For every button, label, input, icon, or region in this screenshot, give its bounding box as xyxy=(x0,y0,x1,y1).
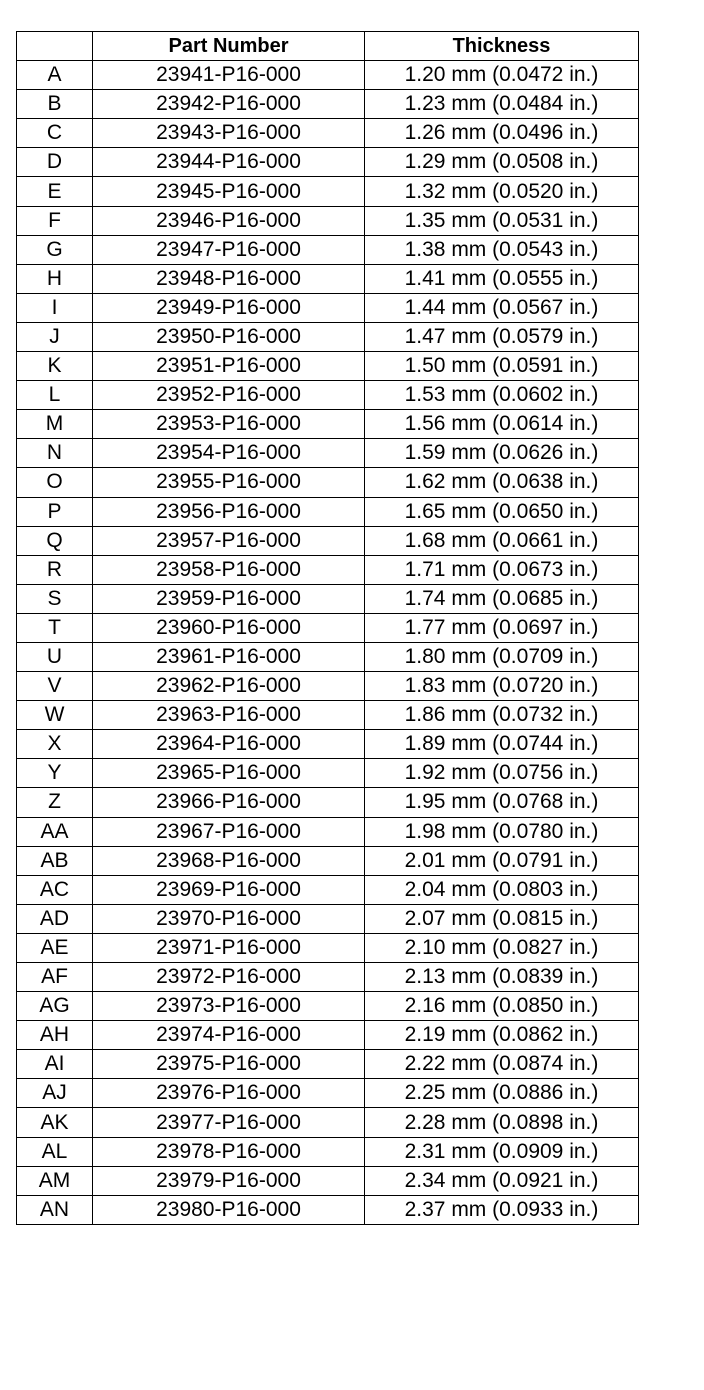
shim-letter-cell: A xyxy=(17,61,93,90)
table-row xyxy=(17,1021,639,1050)
shim-letter-cell: Y xyxy=(17,759,93,788)
table-row xyxy=(17,992,639,1021)
part-number-cell: 23945-P16-000 xyxy=(93,177,365,206)
table-row xyxy=(17,119,639,148)
part-number-cell: 23949-P16-000 xyxy=(93,293,365,322)
part-number-cell: 23980-P16-000 xyxy=(93,1195,365,1224)
table-row xyxy=(17,1108,639,1137)
thickness-cell: 1.68 mm (0.0661 in.) xyxy=(365,526,639,555)
table-row xyxy=(17,1050,639,1079)
shim-letter-cell: U xyxy=(17,642,93,671)
thickness-cell: 1.26 mm (0.0496 in.) xyxy=(365,119,639,148)
shim-letter-cell: S xyxy=(17,584,93,613)
thickness-cell: 1.65 mm (0.0650 in.) xyxy=(365,497,639,526)
part-number-cell: 23963-P16-000 xyxy=(93,701,365,730)
part-number-cell: 23965-P16-000 xyxy=(93,759,365,788)
shim-letter-cell: AB xyxy=(17,846,93,875)
shim-spec-table xyxy=(16,31,639,1225)
shim-letter-cell: W xyxy=(17,701,93,730)
table-row xyxy=(17,933,639,962)
thickness-cell: 1.89 mm (0.0744 in.) xyxy=(365,730,639,759)
part-number-cell: 23952-P16-000 xyxy=(93,381,365,410)
thickness-cell: 2.19 mm (0.0862 in.) xyxy=(365,1021,639,1050)
table-row xyxy=(17,497,639,526)
shim-letter-cell: AL xyxy=(17,1137,93,1166)
shim-letter-cell: AN xyxy=(17,1195,93,1224)
shim-letter-cell: V xyxy=(17,672,93,701)
part-number-cell: 23958-P16-000 xyxy=(93,555,365,584)
part-number-cell: 23967-P16-000 xyxy=(93,817,365,846)
table-row xyxy=(17,381,639,410)
part-number-cell: 23961-P16-000 xyxy=(93,642,365,671)
thickness-cell: 1.98 mm (0.0780 in.) xyxy=(365,817,639,846)
table-row xyxy=(17,526,639,555)
shim-letter-cell: O xyxy=(17,468,93,497)
shim-letter-cell: AA xyxy=(17,817,93,846)
part-number-cell: 23975-P16-000 xyxy=(93,1050,365,1079)
part-number-cell: 23948-P16-000 xyxy=(93,264,365,293)
table-row xyxy=(17,148,639,177)
shim-letter-cell: H xyxy=(17,264,93,293)
thickness-cell: 2.34 mm (0.0921 in.) xyxy=(365,1166,639,1195)
thickness-cell: 2.04 mm (0.0803 in.) xyxy=(365,875,639,904)
part-number-column-header: Part Number xyxy=(93,32,365,61)
thickness-cell: 1.44 mm (0.0567 in.) xyxy=(365,293,639,322)
table-row xyxy=(17,555,639,584)
part-number-cell: 23978-P16-000 xyxy=(93,1137,365,1166)
shim-letter-cell: N xyxy=(17,439,93,468)
table-row xyxy=(17,672,639,701)
part-number-cell: 23944-P16-000 xyxy=(93,148,365,177)
shim-letter-cell: AM xyxy=(17,1166,93,1195)
shim-letter-cell: P xyxy=(17,497,93,526)
thickness-cell: 1.80 mm (0.0709 in.) xyxy=(365,642,639,671)
part-number-cell: 23968-P16-000 xyxy=(93,846,365,875)
part-number-cell: 23979-P16-000 xyxy=(93,1166,365,1195)
shim-letter-cell: Q xyxy=(17,526,93,555)
thickness-cell: 2.13 mm (0.0839 in.) xyxy=(365,963,639,992)
part-number-cell: 23960-P16-000 xyxy=(93,613,365,642)
shim-letter-cell: L xyxy=(17,381,93,410)
thickness-cell: 2.37 mm (0.0933 in.) xyxy=(365,1195,639,1224)
part-number-cell: 23976-P16-000 xyxy=(93,1079,365,1108)
thickness-cell: 1.95 mm (0.0768 in.) xyxy=(365,788,639,817)
thickness-cell: 1.47 mm (0.0579 in.) xyxy=(365,322,639,351)
part-number-cell: 23969-P16-000 xyxy=(93,875,365,904)
thickness-cell: 1.20 mm (0.0472 in.) xyxy=(365,61,639,90)
table-row xyxy=(17,788,639,817)
shim-letter-cell: I xyxy=(17,293,93,322)
table-row xyxy=(17,817,639,846)
part-number-cell: 23946-P16-000 xyxy=(93,206,365,235)
part-number-cell: 23973-P16-000 xyxy=(93,992,365,1021)
part-number-cell: 23957-P16-000 xyxy=(93,526,365,555)
table-row xyxy=(17,1079,639,1108)
part-number-cell: 23974-P16-000 xyxy=(93,1021,365,1050)
part-number-cell: 23962-P16-000 xyxy=(93,672,365,701)
shim-letter-cell: M xyxy=(17,410,93,439)
table-row xyxy=(17,410,639,439)
part-number-cell: 23947-P16-000 xyxy=(93,235,365,264)
thickness-cell: 1.71 mm (0.0673 in.) xyxy=(365,555,639,584)
letter-column-header xyxy=(17,32,93,61)
table-row xyxy=(17,730,639,759)
part-number-cell: 23950-P16-000 xyxy=(93,322,365,351)
table-row xyxy=(17,759,639,788)
shim-letter-cell: J xyxy=(17,322,93,351)
thickness-cell: 1.92 mm (0.0756 in.) xyxy=(365,759,639,788)
thickness-cell: 2.07 mm (0.0815 in.) xyxy=(365,904,639,933)
table-row xyxy=(17,846,639,875)
shim-letter-cell: E xyxy=(17,177,93,206)
table-row xyxy=(17,264,639,293)
shim-letter-cell: AH xyxy=(17,1021,93,1050)
thickness-cell: 1.74 mm (0.0685 in.) xyxy=(365,584,639,613)
part-number-cell: 23966-P16-000 xyxy=(93,788,365,817)
shim-letter-cell: F xyxy=(17,206,93,235)
thickness-cell: 1.83 mm (0.0720 in.) xyxy=(365,672,639,701)
thickness-cell: 1.77 mm (0.0697 in.) xyxy=(365,613,639,642)
table-header-row xyxy=(17,32,639,61)
table-row xyxy=(17,1166,639,1195)
shim-letter-cell: B xyxy=(17,90,93,119)
shim-letter-cell: AE xyxy=(17,933,93,962)
table-row xyxy=(17,613,639,642)
shim-letter-cell: AI xyxy=(17,1050,93,1079)
table-row xyxy=(17,1195,639,1224)
shim-letter-cell: AC xyxy=(17,875,93,904)
part-number-cell: 23942-P16-000 xyxy=(93,90,365,119)
shim-letter-cell: C xyxy=(17,119,93,148)
thickness-column-header: Thickness xyxy=(365,32,639,61)
table-row xyxy=(17,61,639,90)
thickness-cell: 1.23 mm (0.0484 in.) xyxy=(365,90,639,119)
part-number-cell: 23964-P16-000 xyxy=(93,730,365,759)
shim-letter-cell: T xyxy=(17,613,93,642)
thickness-cell: 2.10 mm (0.0827 in.) xyxy=(365,933,639,962)
table-row xyxy=(17,177,639,206)
thickness-cell: 2.25 mm (0.0886 in.) xyxy=(365,1079,639,1108)
table-row xyxy=(17,439,639,468)
part-number-cell: 23971-P16-000 xyxy=(93,933,365,962)
shim-letter-cell: D xyxy=(17,148,93,177)
table-row xyxy=(17,352,639,381)
thickness-cell: 1.32 mm (0.0520 in.) xyxy=(365,177,639,206)
table-row xyxy=(17,90,639,119)
thickness-cell: 2.16 mm (0.0850 in.) xyxy=(365,992,639,1021)
part-number-cell: 23955-P16-000 xyxy=(93,468,365,497)
thickness-cell: 2.31 mm (0.0909 in.) xyxy=(365,1137,639,1166)
table-row xyxy=(17,206,639,235)
shim-letter-cell: AK xyxy=(17,1108,93,1137)
part-number-cell: 23959-P16-000 xyxy=(93,584,365,613)
shim-letter-cell: K xyxy=(17,352,93,381)
table-row xyxy=(17,642,639,671)
shim-letter-cell: G xyxy=(17,235,93,264)
shim-letter-cell: AD xyxy=(17,904,93,933)
thickness-cell: 1.38 mm (0.0543 in.) xyxy=(365,235,639,264)
shim-letter-cell: AG xyxy=(17,992,93,1021)
table-row xyxy=(17,904,639,933)
shim-letter-cell: AJ xyxy=(17,1079,93,1108)
shim-letter-cell: AF xyxy=(17,963,93,992)
shim-letter-cell: R xyxy=(17,555,93,584)
table-body xyxy=(17,61,639,1225)
part-number-cell: 23970-P16-000 xyxy=(93,904,365,933)
table-row xyxy=(17,584,639,613)
table-row xyxy=(17,293,639,322)
part-number-cell: 23977-P16-000 xyxy=(93,1108,365,1137)
table-row xyxy=(17,468,639,497)
thickness-cell: 1.29 mm (0.0508 in.) xyxy=(365,148,639,177)
thickness-cell: 2.01 mm (0.0791 in.) xyxy=(365,846,639,875)
table-row xyxy=(17,322,639,351)
table-row xyxy=(17,963,639,992)
thickness-cell: 2.28 mm (0.0898 in.) xyxy=(365,1108,639,1137)
thickness-cell: 1.86 mm (0.0732 in.) xyxy=(365,701,639,730)
thickness-cell: 1.53 mm (0.0602 in.) xyxy=(365,381,639,410)
thickness-cell: 1.56 mm (0.0614 in.) xyxy=(365,410,639,439)
part-number-cell: 23953-P16-000 xyxy=(93,410,365,439)
part-number-cell: 23954-P16-000 xyxy=(93,439,365,468)
part-number-cell: 23972-P16-000 xyxy=(93,963,365,992)
thickness-cell: 1.50 mm (0.0591 in.) xyxy=(365,352,639,381)
thickness-cell: 1.35 mm (0.0531 in.) xyxy=(365,206,639,235)
thickness-cell: 1.62 mm (0.0638 in.) xyxy=(365,468,639,497)
part-number-cell: 23956-P16-000 xyxy=(93,497,365,526)
part-number-cell: 23941-P16-000 xyxy=(93,61,365,90)
table-row xyxy=(17,875,639,904)
table-row xyxy=(17,701,639,730)
part-number-cell: 23951-P16-000 xyxy=(93,352,365,381)
table-row xyxy=(17,1137,639,1166)
thickness-cell: 2.22 mm (0.0874 in.) xyxy=(365,1050,639,1079)
shim-letter-cell: X xyxy=(17,730,93,759)
part-number-cell: 23943-P16-000 xyxy=(93,119,365,148)
shim-letter-cell: Z xyxy=(17,788,93,817)
table-row xyxy=(17,235,639,264)
thickness-cell: 1.41 mm (0.0555 in.) xyxy=(365,264,639,293)
thickness-cell: 1.59 mm (0.0626 in.) xyxy=(365,439,639,468)
